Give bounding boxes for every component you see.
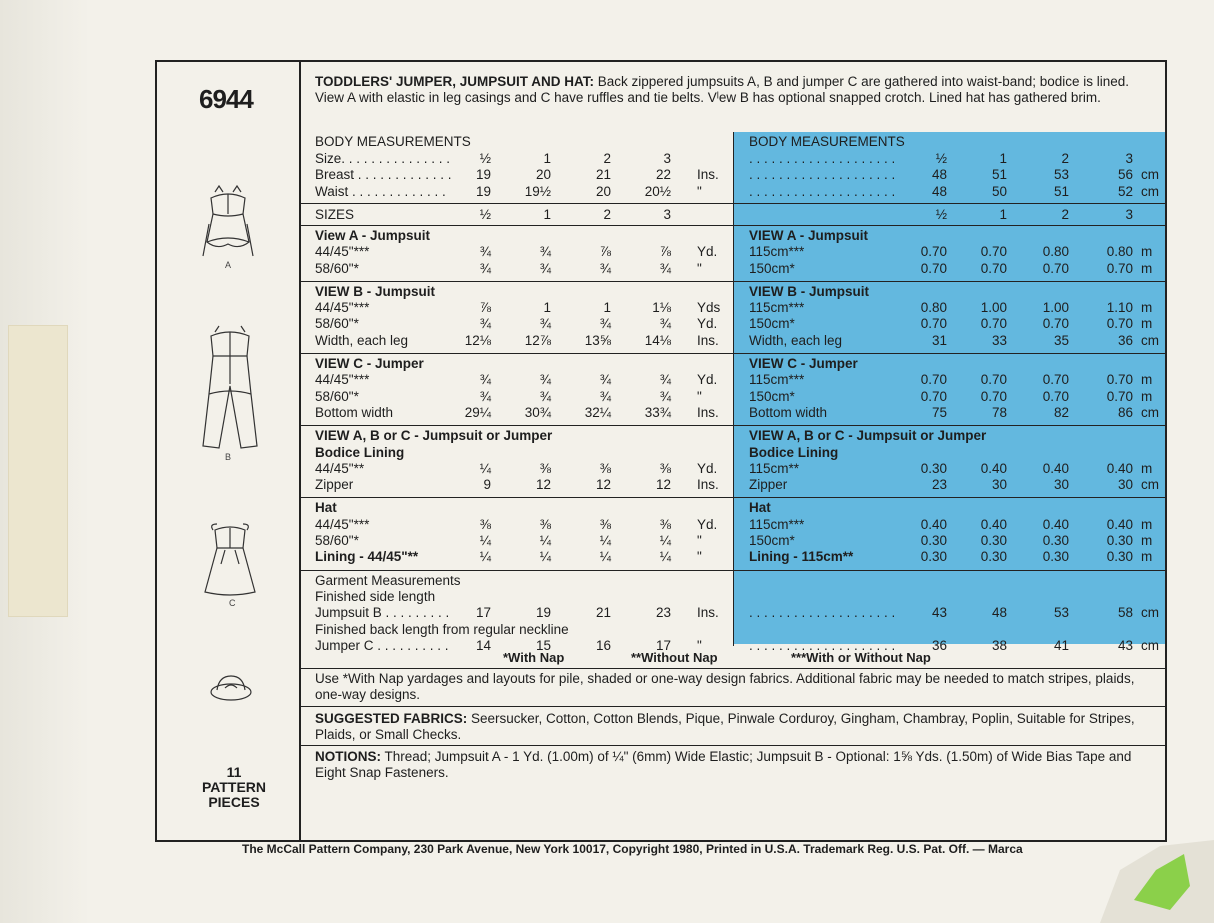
right-row-value: 35 bbox=[1053, 332, 1069, 348]
left-row-value: 19½ bbox=[524, 183, 551, 199]
right-row-value: 0.30 bbox=[980, 533, 1007, 548]
left-row-value: ⅜ bbox=[479, 516, 491, 532]
left-row-value: ¾ bbox=[539, 388, 551, 404]
left-row-value: 12 bbox=[535, 477, 551, 493]
nap-legend-without: **Without Nap bbox=[631, 650, 718, 665]
left-row-value: ⅜ bbox=[539, 460, 551, 476]
left-row-value: ⅞ bbox=[479, 300, 491, 316]
right-row-label: Zipper bbox=[749, 477, 788, 493]
table-rule bbox=[733, 570, 1165, 571]
divider-line bbox=[301, 745, 1165, 746]
left-row-value: 9 bbox=[483, 477, 491, 493]
right-size-header: 3 bbox=[1125, 206, 1133, 222]
left-row-unit: " bbox=[697, 260, 702, 276]
right-row-value: 0.70 bbox=[920, 316, 947, 332]
right-row-label: 150cm* bbox=[749, 533, 795, 548]
left-row-value: 16 bbox=[595, 637, 611, 653]
left-section-title: VIEW B - Jumpsuit bbox=[315, 283, 436, 299]
left-row-label: Width, each leg bbox=[315, 332, 409, 348]
left-row-unit: Ins. bbox=[697, 332, 719, 348]
nap-legend-with: *With Nap bbox=[503, 650, 565, 665]
right-row-value: 2 bbox=[1061, 151, 1069, 166]
right-row-value: 0.30 bbox=[1042, 533, 1069, 548]
right-row-label: 115cm*** bbox=[749, 300, 805, 316]
table-rule bbox=[733, 225, 1165, 226]
left-row-value: 14⅛ bbox=[644, 332, 671, 348]
left-row-label: Waist . . . . . . . . . . . . . bbox=[315, 183, 446, 199]
right-row-value: 0.40 bbox=[1106, 516, 1133, 532]
left-row-value: ¾ bbox=[539, 316, 551, 332]
right-row-unit: m bbox=[1141, 388, 1153, 404]
right-row-value: 48 bbox=[931, 183, 947, 199]
right-row-value: 0.40 bbox=[1042, 460, 1069, 476]
left-row-value: 1 bbox=[543, 151, 551, 166]
left-row-value: 22 bbox=[655, 167, 671, 183]
left-row-value: 2 bbox=[603, 151, 611, 166]
pattern-pieces-count: 11 PATTERN PIECES bbox=[201, 764, 267, 810]
right-row-value: 78 bbox=[991, 404, 1007, 420]
left-section-title: VIEW C - Jumper bbox=[315, 356, 424, 371]
right-row-label: Width, each leg bbox=[749, 332, 843, 348]
left-row-value: ¼ bbox=[479, 533, 491, 548]
right-section-subtitle: Bodice Lining bbox=[749, 444, 839, 460]
left-row-label: 58/60"* bbox=[315, 388, 359, 404]
right-section-title: VIEW B - Jumpsuit bbox=[749, 283, 870, 299]
left-row-value: 12⅞ bbox=[524, 332, 551, 348]
right-section-title: VIEW C - Jumper bbox=[749, 356, 858, 371]
table-rule bbox=[733, 353, 1165, 354]
right-row-value: 86 bbox=[1117, 404, 1133, 420]
right-row-unit: cm bbox=[1141, 404, 1159, 420]
left-row-value: ¾ bbox=[479, 316, 491, 332]
right-row-value: 53 bbox=[1053, 605, 1069, 621]
right-row-unit: m bbox=[1141, 460, 1153, 476]
right-body-measurements-heading: BODY MEASUREMENTS bbox=[749, 134, 905, 149]
left-row-value: 12 bbox=[655, 477, 671, 493]
hat-sketch bbox=[209, 672, 253, 702]
left-row-label: 44/45"*** bbox=[315, 516, 370, 532]
right-row-value: 0.70 bbox=[1042, 316, 1069, 332]
table-rule bbox=[733, 203, 1165, 204]
right-row-value: 0.70 bbox=[980, 388, 1007, 404]
left-row-value: 29¼ bbox=[464, 404, 491, 420]
left-size-header: 1 bbox=[543, 206, 551, 222]
left-row-label: Jumpsuit B . . . . . . . . . bbox=[315, 605, 450, 621]
right-row-unit: m bbox=[1141, 549, 1153, 565]
right-row-value: 0.30 bbox=[920, 460, 947, 476]
left-row-value: 20½ bbox=[644, 183, 671, 199]
right-row-label: 150cm* bbox=[749, 316, 795, 332]
right-size-header: ½ bbox=[935, 206, 947, 222]
left-row-value: 1⅛ bbox=[652, 300, 671, 316]
left-row-unit: Ins. bbox=[697, 404, 719, 420]
left-row-value: 17 bbox=[655, 637, 671, 653]
right-row-unit: m bbox=[1141, 533, 1153, 548]
left-row-value: 13⅝ bbox=[584, 332, 611, 348]
left-row-value: ⅜ bbox=[599, 460, 611, 476]
view-b-sketch bbox=[193, 324, 267, 454]
right-row-label: 115cm*** bbox=[749, 372, 805, 388]
left-section-subtitle: Bodice Lining bbox=[315, 444, 405, 460]
right-row-value: 0.40 bbox=[980, 460, 1007, 476]
left-row-value: ¼ bbox=[659, 549, 671, 565]
table-rule bbox=[301, 497, 733, 498]
left-row-value: ⅜ bbox=[659, 516, 671, 532]
right-row-value: 0.80 bbox=[1042, 244, 1069, 260]
left-row-value: 33¾ bbox=[644, 404, 671, 420]
view-c-sketch bbox=[199, 520, 261, 598]
torn-corner bbox=[1100, 840, 1214, 923]
tape-strip bbox=[8, 325, 68, 617]
sketch-column bbox=[157, 62, 301, 840]
pattern-info-frame bbox=[155, 60, 1167, 842]
right-row-value: 0.30 bbox=[1106, 549, 1133, 565]
left-row-value: ¾ bbox=[659, 316, 671, 332]
pattern-description: TODDLERS' JUMPER, JUMPSUIT AND HAT: Back zippered jumpsuits A, B and jumper C are gathered into waist-band; bodice is lined. View A with elastic in leg casings and C have ruffles and tie belts. Vˡew B has optional snapped crotch. Lined hat has gathered brim. bbox=[315, 74, 1130, 105]
view-a-sketch bbox=[197, 184, 259, 270]
nap-legend-either: ***With or Without Nap bbox=[791, 650, 931, 665]
divider-line bbox=[301, 668, 1165, 669]
left-row-value: ¼ bbox=[539, 549, 551, 565]
notions: NOTIONS: Thread; Jumpsuit A - 1 Yd. (1.00m) of ¼" (6mm) Wide Elastic; Jumpsuit B - Optional: 1⅝ Yds. (1.50m) of Wide Bias Tape and Eight Snap Fasteners. bbox=[315, 749, 1132, 780]
left-row-value: 12 bbox=[595, 477, 611, 493]
left-row-unit: " bbox=[697, 533, 702, 548]
right-row-value: 0.70 bbox=[920, 260, 947, 276]
right-row-value: 0.70 bbox=[980, 260, 1007, 276]
right-row-unit: cm bbox=[1141, 477, 1159, 493]
right-row-value: 30 bbox=[1117, 477, 1133, 493]
right-row-value: 0.30 bbox=[920, 549, 947, 565]
right-row-value: 0.70 bbox=[1042, 260, 1069, 276]
right-row-value: 0.70 bbox=[920, 372, 947, 388]
left-row-label: 58/60"* bbox=[315, 316, 359, 332]
right-row-value: 1.10 bbox=[1106, 300, 1133, 316]
left-row-label: 44/45"*** bbox=[315, 244, 370, 260]
left-row-value: ¾ bbox=[479, 388, 491, 404]
right-row-value: 0.70 bbox=[980, 244, 1007, 260]
right-row-unit: cm bbox=[1141, 637, 1159, 653]
left-row-value: 19 bbox=[535, 605, 551, 621]
table-rule bbox=[733, 425, 1165, 426]
right-row-value: 53 bbox=[1053, 167, 1069, 183]
right-row-value: 38 bbox=[991, 637, 1007, 653]
left-row-value: ¾ bbox=[599, 316, 611, 332]
left-section-title: VIEW A, B or C - Jumpsuit or Jumper bbox=[315, 428, 553, 444]
right-size-header: 1 bbox=[999, 206, 1007, 222]
right-row-value: 48 bbox=[991, 605, 1007, 621]
right-row-value: 0.30 bbox=[1106, 533, 1133, 548]
right-row-value: 0.40 bbox=[980, 516, 1007, 532]
left-row-value: 14 bbox=[475, 637, 491, 653]
nap-note: Use *With Nap yardages and layouts for pile, shaded or one-way design fabrics. Additional fabric may be needed to match stripes, plaids, one-way designs. bbox=[315, 671, 1135, 702]
side-length-label: Finished side length bbox=[315, 588, 436, 604]
right-row-value: 1 bbox=[999, 151, 1007, 166]
right-row-value: 0.40 bbox=[1106, 460, 1133, 476]
left-row-value: 32¼ bbox=[584, 404, 611, 420]
right-row-unit: m bbox=[1141, 372, 1153, 388]
left-row-value: ¾ bbox=[659, 372, 671, 388]
left-row-unit: " bbox=[697, 637, 702, 653]
table-rule bbox=[301, 353, 733, 354]
left-size-header: ½ bbox=[479, 206, 491, 222]
left-row-value: 1 bbox=[543, 300, 551, 316]
left-row-value: ¾ bbox=[599, 260, 611, 276]
left-row-value: 21 bbox=[595, 167, 611, 183]
left-row-value: ¼ bbox=[599, 533, 611, 548]
left-row-value: 23 bbox=[655, 605, 671, 621]
right-row-value: 1.00 bbox=[1042, 300, 1069, 316]
right-row-value: 43 bbox=[931, 605, 947, 621]
right-row-value: 30 bbox=[991, 477, 1007, 493]
left-row-label: Bottom width bbox=[315, 404, 394, 420]
right-row-value: 56 bbox=[1117, 167, 1133, 183]
left-row-label: 44/45"** bbox=[315, 460, 365, 476]
right-row-unit: cm bbox=[1141, 183, 1159, 199]
left-row-value: ¾ bbox=[539, 372, 551, 388]
left-row-unit: Yd. bbox=[697, 244, 718, 260]
right-row-label: 115cm*** bbox=[749, 516, 805, 532]
right-row-value: 36 bbox=[931, 637, 947, 653]
left-row-value: ¾ bbox=[479, 372, 491, 388]
left-row-value: ¼ bbox=[659, 533, 671, 548]
left-row-label: 58/60"* bbox=[315, 533, 359, 548]
table-rule bbox=[733, 281, 1165, 282]
left-row-label: 44/45"*** bbox=[315, 300, 370, 316]
left-row-value: 17 bbox=[475, 605, 491, 621]
left-row-label: Zipper bbox=[315, 477, 354, 493]
pattern-details bbox=[301, 62, 1165, 840]
left-row-value: ½ bbox=[479, 151, 491, 166]
right-row-value: 0.30 bbox=[980, 549, 1007, 565]
right-row-value: 0.30 bbox=[1042, 549, 1069, 565]
right-row-value: 58 bbox=[1117, 605, 1133, 621]
right-row-unit: m bbox=[1141, 244, 1153, 260]
right-row-value: 82 bbox=[1053, 404, 1069, 420]
right-row-value: 0.70 bbox=[1042, 388, 1069, 404]
right-section-title: Hat bbox=[749, 500, 771, 516]
table-rule bbox=[301, 425, 733, 426]
left-row-unit: " bbox=[697, 183, 702, 199]
right-row-value: 41 bbox=[1053, 637, 1069, 653]
table-rule bbox=[733, 497, 1165, 498]
right-row-unit: m bbox=[1141, 300, 1153, 316]
right-row-value: 0.70 bbox=[1042, 372, 1069, 388]
right-row-value: 0.70 bbox=[1106, 260, 1133, 276]
left-body-measurements-heading: BODY MEASUREMENTS bbox=[315, 134, 471, 149]
left-size-header: 2 bbox=[603, 206, 611, 222]
left-size-header: 3 bbox=[663, 206, 671, 222]
left-row-value: 20 bbox=[595, 183, 611, 199]
left-row-value: ¾ bbox=[479, 260, 491, 276]
left-row-value: ⅜ bbox=[539, 516, 551, 532]
left-section-title: View A - Jumpsuit bbox=[315, 227, 431, 243]
table-rule bbox=[301, 281, 733, 282]
divider-line bbox=[301, 706, 1165, 707]
left-row-unit: " bbox=[697, 549, 702, 565]
right-row-value: ½ bbox=[935, 151, 947, 166]
right-row-value: 36 bbox=[1117, 332, 1133, 348]
right-row-value: 33 bbox=[991, 332, 1007, 348]
left-row-value: ¼ bbox=[479, 549, 491, 565]
right-section-title: VIEW A - Jumpsuit bbox=[749, 227, 869, 243]
right-row-value: 30 bbox=[1053, 477, 1069, 493]
right-row-label: . . . . . . . . . . . . . . . . . . . . bbox=[749, 151, 896, 166]
left-row-value: ⅞ bbox=[659, 244, 671, 260]
right-row-label: Lining - 115cm** bbox=[749, 549, 854, 565]
left-row-value: ¾ bbox=[539, 260, 551, 276]
left-row-value: 19 bbox=[475, 183, 491, 199]
left-section-title: Hat bbox=[315, 500, 337, 516]
right-row-value: 0.80 bbox=[920, 300, 947, 316]
right-row-label: 115cm*** bbox=[749, 244, 805, 260]
left-row-label: Size. . . . . . . . . . . . . . . bbox=[315, 151, 451, 166]
view-c-label: C bbox=[229, 598, 236, 608]
left-row-unit: " bbox=[697, 388, 702, 404]
garment-measurements-title: Garment Measurements bbox=[315, 572, 461, 588]
left-row-value: ¾ bbox=[659, 260, 671, 276]
left-row-value: ⅜ bbox=[599, 516, 611, 532]
left-row-value: ⅜ bbox=[659, 460, 671, 476]
right-row-unit: cm bbox=[1141, 605, 1159, 621]
back-length-label: Finished back length from regular neckline bbox=[315, 621, 569, 637]
left-row-value: 20 bbox=[535, 167, 551, 183]
right-row-value: 51 bbox=[1053, 183, 1069, 199]
left-row-value: 21 bbox=[595, 605, 611, 621]
right-row-unit: m bbox=[1141, 516, 1153, 532]
right-row-unit: cm bbox=[1141, 332, 1159, 348]
right-row-value: 23 bbox=[931, 477, 947, 493]
left-row-unit: Yd. bbox=[697, 460, 718, 476]
left-sizes-label: SIZES bbox=[315, 206, 355, 222]
right-size-header: 2 bbox=[1061, 206, 1069, 222]
left-row-label: Breast . . . . . . . . . . . . . bbox=[315, 167, 452, 183]
right-row-value: 0.70 bbox=[920, 388, 947, 404]
left-row-unit: Yd. bbox=[697, 372, 718, 388]
table-rule bbox=[301, 225, 733, 226]
right-row-value: 0.70 bbox=[980, 316, 1007, 332]
left-row-unit: Ins. bbox=[697, 477, 719, 493]
right-row-value: 0.70 bbox=[1106, 316, 1133, 332]
right-row-label: . . . . . . . . . . . . . . . . . . . . bbox=[749, 183, 896, 199]
left-row-value: ¼ bbox=[599, 549, 611, 565]
left-row-unit: Yd. bbox=[697, 516, 718, 532]
right-row-value: 0.70 bbox=[920, 244, 947, 260]
right-row-label: 115cm** bbox=[749, 460, 800, 476]
right-row-value: 52 bbox=[1117, 183, 1133, 199]
left-row-unit: Yds bbox=[697, 300, 721, 316]
right-row-label: . . . . . . . . . . . . . . . . . . . . bbox=[749, 637, 896, 653]
left-row-value: 15 bbox=[535, 637, 551, 653]
right-section-title: VIEW A, B or C - Jumpsuit or Jumper bbox=[749, 428, 987, 444]
right-row-value: 1.00 bbox=[980, 300, 1007, 316]
right-row-unit: cm bbox=[1141, 167, 1159, 183]
right-row-value: 0.40 bbox=[1042, 516, 1069, 532]
left-row-label: 44/45"*** bbox=[315, 372, 370, 388]
table-rule bbox=[301, 570, 733, 571]
left-row-unit: Ins. bbox=[697, 605, 719, 621]
right-row-unit: m bbox=[1141, 260, 1153, 276]
right-row-label: . . . . . . . . . . . . . . . . . . . . bbox=[749, 605, 896, 621]
right-row-value: 43 bbox=[1117, 637, 1133, 653]
left-row-value: 30¾ bbox=[524, 404, 551, 420]
right-row-value: 0.70 bbox=[1106, 372, 1133, 388]
table-rule bbox=[301, 203, 733, 204]
right-row-value: 0.40 bbox=[920, 516, 947, 532]
right-row-label: Bottom width bbox=[749, 404, 828, 420]
left-row-value: 12⅛ bbox=[464, 332, 491, 348]
left-row-value: ¼ bbox=[479, 460, 491, 476]
left-row-value: ¾ bbox=[539, 244, 551, 260]
left-row-unit: Ins. bbox=[697, 167, 719, 183]
left-row-unit: Yd. bbox=[697, 316, 718, 332]
right-row-value: 3 bbox=[1125, 151, 1133, 166]
right-row-value: 31 bbox=[931, 332, 947, 348]
left-row-label: Jumper C . . . . . . . . . . bbox=[315, 637, 449, 653]
pattern-number: 6944 bbox=[199, 84, 253, 114]
suggested-fabrics: SUGGESTED FABRICS: Seersucker, Cotton, Cotton Blends, Pique, Pinwale Corduroy, Gingham, Chambray, Poplin, Suitable for Stripes, Plaids, or Small Checks. bbox=[315, 711, 1135, 742]
right-row-label: 150cm* bbox=[749, 260, 795, 276]
right-row-value: 0.70 bbox=[1106, 388, 1133, 404]
left-row-label: 58/60"* bbox=[315, 260, 359, 276]
left-row-label: Lining - 44/45"** bbox=[315, 549, 419, 565]
left-row-value: ¾ bbox=[599, 388, 611, 404]
view-a-label: A bbox=[225, 260, 232, 270]
publisher-footer: The McCall Pattern Company, 230 Park Avenue, New York 10017, Copyright 1980, Printed in U.S.A. Trademark Reg. U.S. Pat. Off. — Marca bbox=[242, 842, 1023, 856]
right-row-value: 75 bbox=[931, 404, 947, 420]
left-row-value: 19 bbox=[475, 167, 491, 183]
right-row-value: 0.70 bbox=[980, 372, 1007, 388]
left-row-value: 1 bbox=[603, 300, 611, 316]
view-b-label: B bbox=[225, 452, 232, 462]
left-row-value: 3 bbox=[663, 151, 671, 166]
right-row-label: 150cm* bbox=[749, 388, 795, 404]
left-row-value: ⅞ bbox=[599, 244, 611, 260]
right-row-value: 51 bbox=[991, 167, 1007, 183]
left-row-value: ¾ bbox=[659, 388, 671, 404]
left-row-value: ¾ bbox=[479, 244, 491, 260]
right-row-unit: m bbox=[1141, 316, 1153, 332]
right-row-value: 0.80 bbox=[1106, 244, 1133, 260]
right-row-value: 0.30 bbox=[920, 533, 947, 548]
left-row-value: ¾ bbox=[599, 372, 611, 388]
left-row-value: ¼ bbox=[539, 533, 551, 548]
right-row-value: 50 bbox=[991, 183, 1007, 199]
right-row-value: 48 bbox=[931, 167, 947, 183]
right-row-label: . . . . . . . . . . . . . . . . . . . . bbox=[749, 167, 896, 183]
